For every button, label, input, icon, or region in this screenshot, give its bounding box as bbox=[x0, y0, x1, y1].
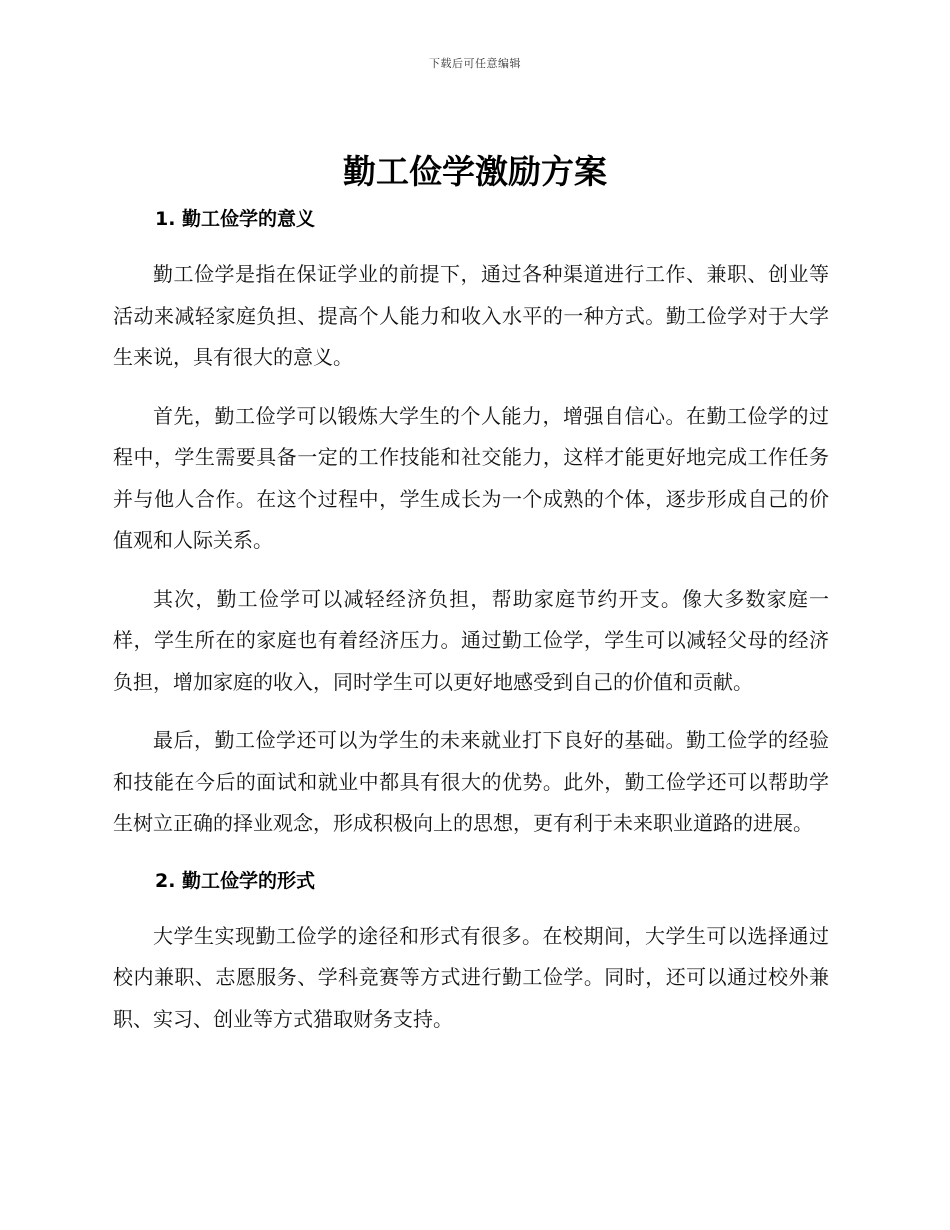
document-title: 勤工俭学激励方案 bbox=[343, 152, 607, 191]
paragraph: 勤工俭学是指在保证学业的前提下，通过各种渠道进行工作、兼职、创业等活动来减轻家庭负担、提高个人能力和收入水平的一种方式。勤工俭学对于大学生来说，具有很大的意义。 bbox=[113, 262, 829, 369]
page-header: 下载后可任意编辑 bbox=[429, 57, 521, 70]
section-heading-forms: 2. 勤工俭学的形式 bbox=[155, 869, 316, 892]
section-heading-meaning: 1. 勤工俭学的意义 bbox=[155, 208, 316, 230]
document-body bbox=[113, 200, 829, 1057]
paragraph: 大学生实现勤工俭学的途径和形式有很多。在校期间，大学生可以选择通过校内兼职、志愿服务、学科竞赛等方式进行勤工俭学。同时，还可以通过校外兼职、实习、创业等方式猎取财务支持。 bbox=[113, 923, 829, 1031]
paragraph: 首先，勤工俭学可以锻炼大学生的个人能力，增强自信心。在勤工俭学的过程中，学生需要具备一定的工作技能和社交能力，这样才能更好地完成工作任务并与他人合作。在这个过程中，学生成长为一个成熟的个体，逐步形成自己的价值观和人际关系。 bbox=[113, 403, 829, 552]
paragraph: 其次，勤工俭学可以减轻经济负担，帮助家庭节约开支。像大多数家庭一样，学生所在的家庭也有着经济压力。通过勤工俭学，学生可以减轻父母的经济负担，增加家庭的收入，同时学生可以更好地感受到自己的价值和贡献。 bbox=[113, 586, 829, 694]
paragraph: 最后，勤工俭学还可以为学生的未来就业打下良好的基础。勤工俭学的经验和技能在今后的面试和就业中都具有很大的优势。此外，勤工俭学还可以帮助学生树立正确的择业观念，形成积极向上的思想，更有利于未来职业道路的进展。 bbox=[113, 728, 829, 835]
